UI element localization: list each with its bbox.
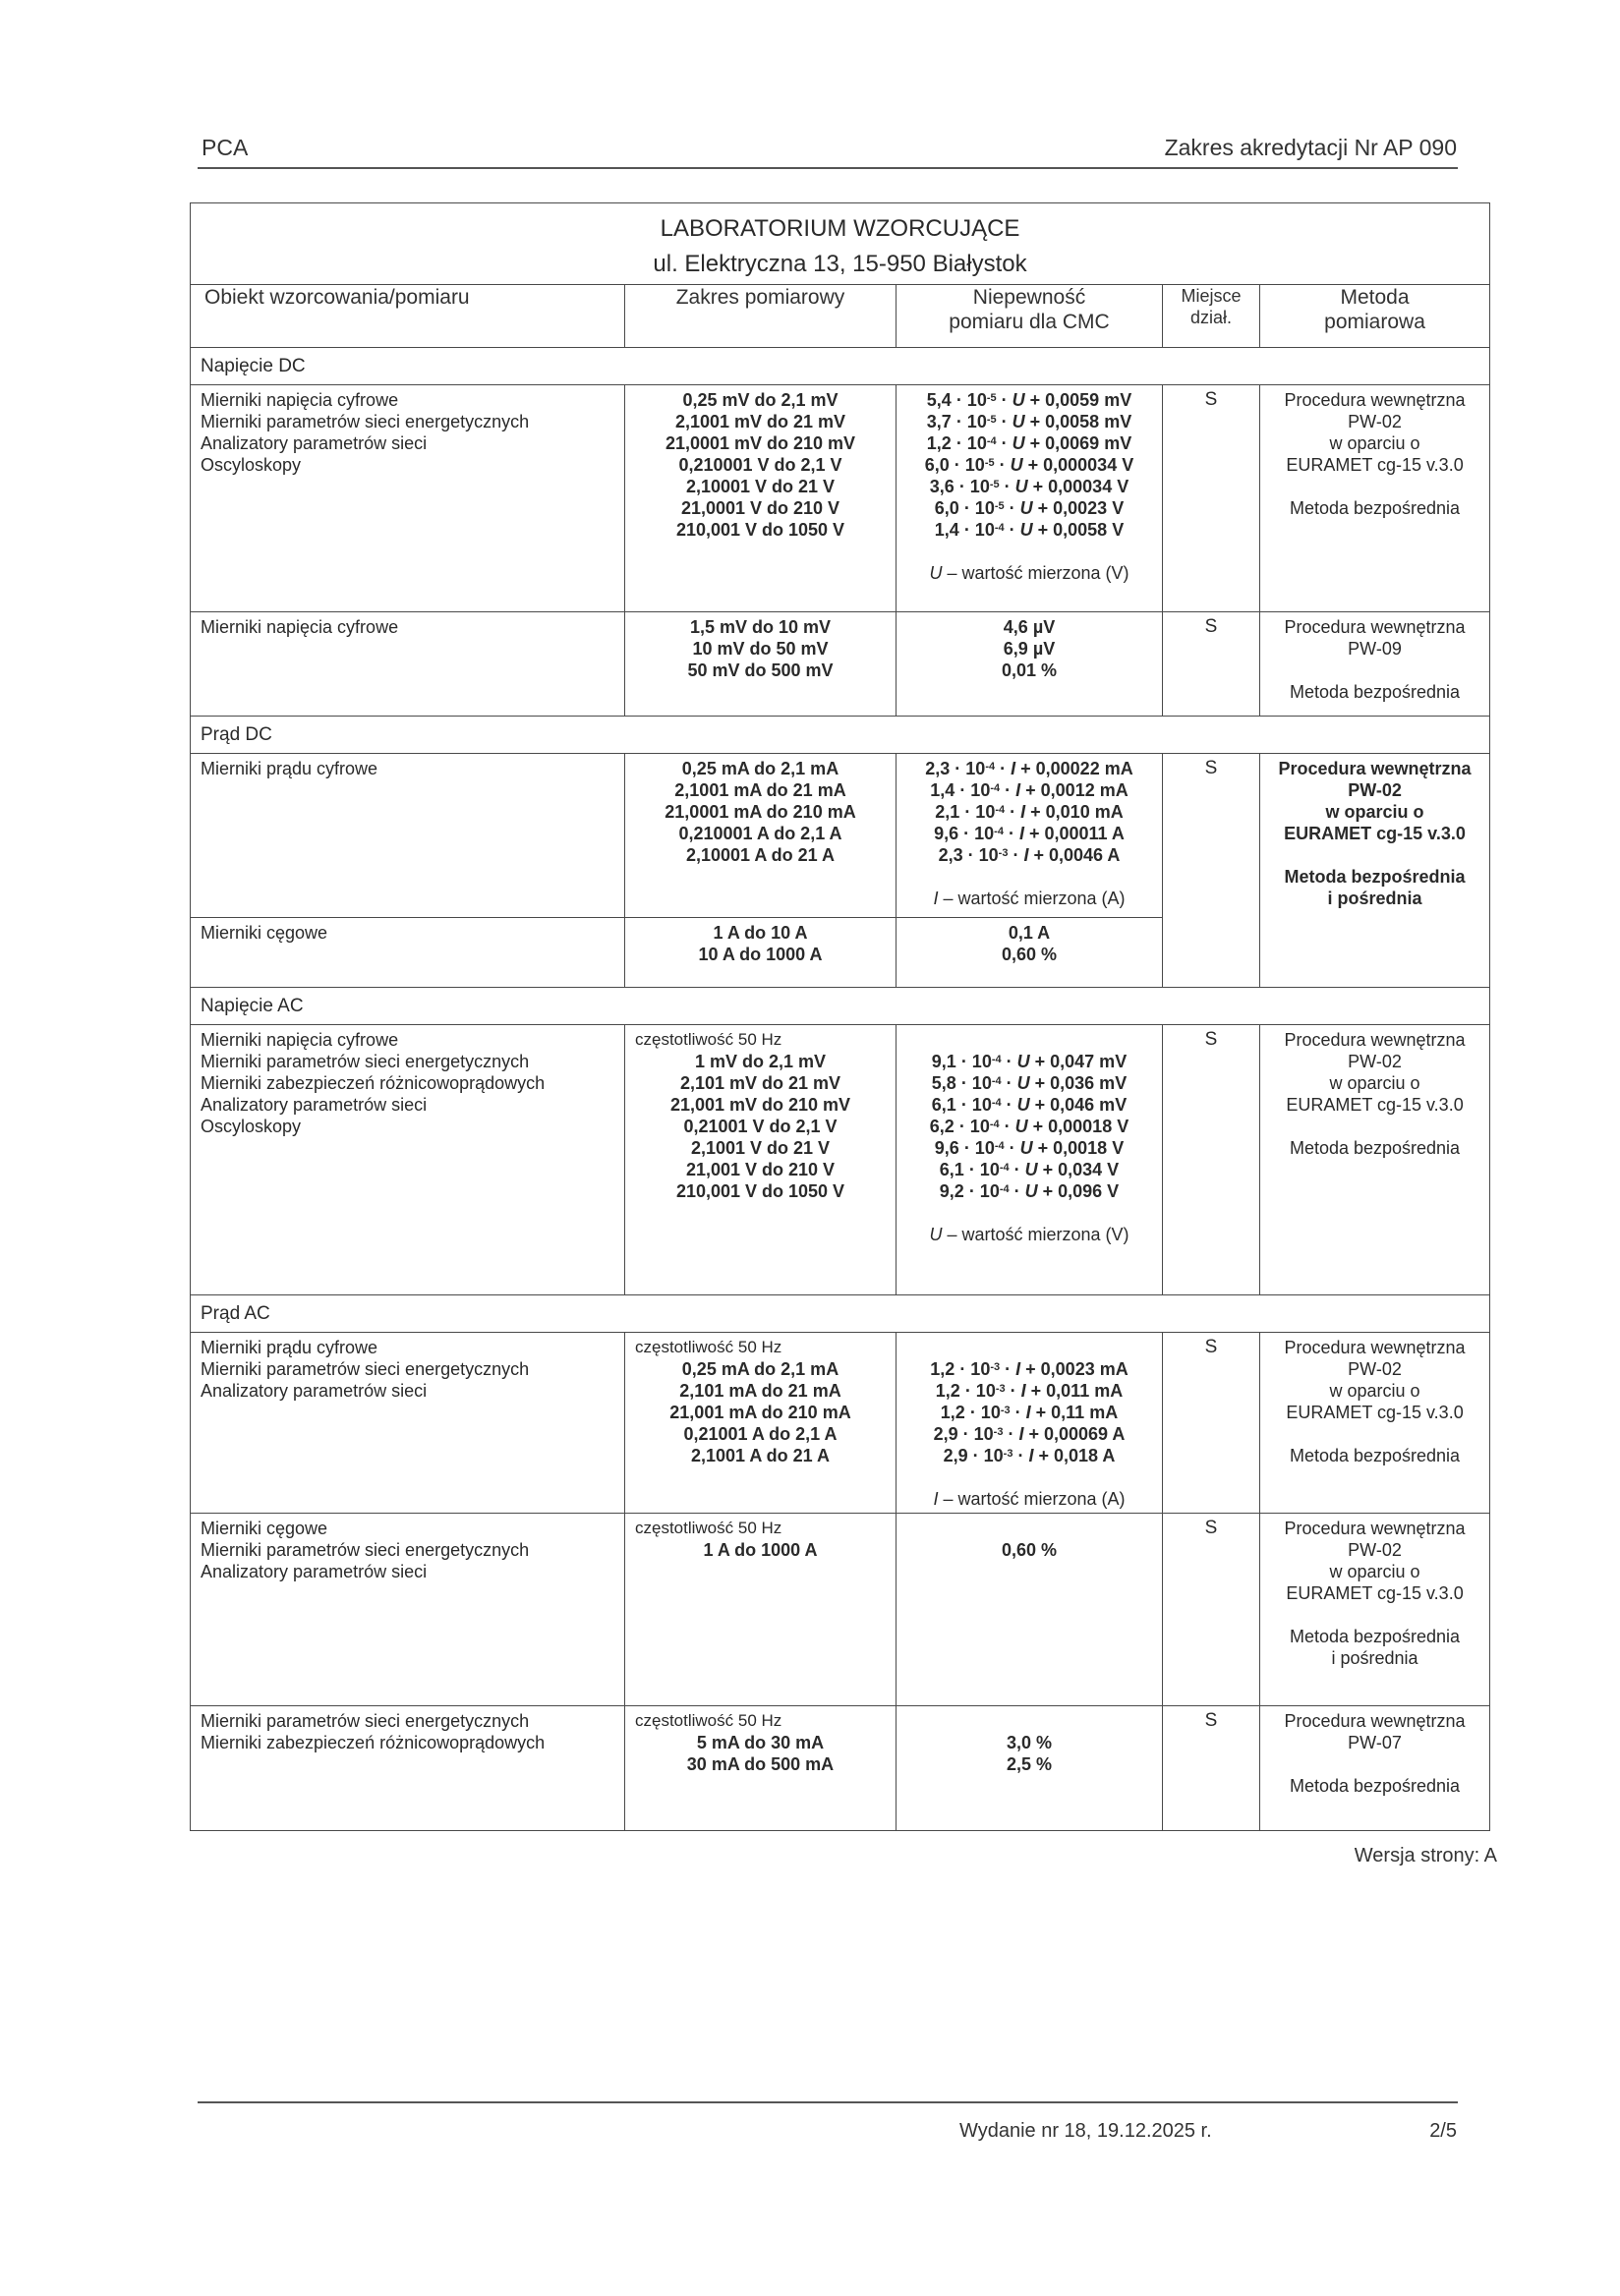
- frequency-label: częstotliwość 50 Hz: [635, 1711, 782, 1730]
- range-cell: [625, 1706, 897, 1831]
- uncertainty-formula: $9,6 \cdot 10^{-4} \cdot I + 0,00011$ A: [934, 824, 1125, 843]
- table-row: [191, 754, 1490, 918]
- uncertainty-formula: $1,2 \cdot 10^{-4} \cdot U + 0,0069$ mV: [926, 433, 1132, 453]
- lab-title-cell: [191, 203, 1490, 285]
- cell-line: 5 mA do 30 mA: [696, 1733, 825, 1752]
- header-rule: [198, 167, 1458, 169]
- range-cell: [625, 754, 897, 918]
- uncertainty-formula: $5,4 \cdot 10^{-5} \cdot U + 0,0059$ mV: [926, 390, 1132, 410]
- object-cell: [191, 1025, 625, 1295]
- uncertainty-formula: $6,1 \cdot 10^{-4} \cdot U + 0,034$ V: [939, 1160, 1120, 1179]
- object-cell: [191, 1333, 625, 1514]
- uncertainty-formula: $6,0 \cdot 10^{-5} \cdot U + 0,000034$ V: [924, 455, 1134, 475]
- range-cell: [625, 385, 897, 612]
- uncertainty-formula: $2,9 \cdot 10^{-3} \cdot I + 0,018$ A: [943, 1446, 1116, 1465]
- cell-line: Mierniki parametrów sieci energetycznych: [201, 1052, 530, 1071]
- method-cell: Procedura wewnętrzna PW-09 Metoda bezpośrednia: [1260, 612, 1490, 717]
- frequency-label: częstotliwość 50 Hz: [635, 1519, 782, 1537]
- cell-line: 0,25 mA do 2,1 mA: [681, 759, 839, 778]
- cell-line: Mierniki cęgowe: [201, 1519, 328, 1538]
- cell-line: 210,001 V do 1050 V: [675, 1181, 845, 1201]
- cell-line: Analizatory parametrów sieci: [201, 1095, 428, 1115]
- frequency-label: częstotliwość 50 Hz: [635, 1030, 782, 1049]
- section-ac-voltage: Napięcie AC: [191, 988, 1490, 1025]
- cell-line: Mierniki parametrów sieci energetycznych: [201, 1540, 530, 1560]
- cell-line: 210,001 V do 1050 V: [675, 520, 845, 540]
- uncertainty-formula: $3,6 \cdot 10^{-5} \cdot U + 0,00034$ V: [929, 477, 1129, 496]
- uncertainty-formula: $1,2 \cdot 10^{-3} \cdot I + 0,011$ mA: [935, 1381, 1124, 1401]
- object-cell: [191, 1706, 625, 1831]
- uncertainty-formula: $2,1 \cdot 10^{-4} \cdot I + 0,010$ mA: [935, 802, 1124, 822]
- place-cell: S: [1163, 1514, 1260, 1706]
- cell-line: 2,10001 A do 21 A: [685, 845, 836, 865]
- uncertainty-cell: [897, 754, 1163, 918]
- cell-line: 0,210001 A do 2,1 A: [678, 824, 842, 843]
- uncertainty-note: U – wartość mierzona (V): [929, 563, 1129, 583]
- cell-line: Mierniki zabezpieczeń różnicowoprądowych: [201, 1073, 546, 1093]
- cell-line: 1 A do 10 A: [713, 923, 808, 943]
- cell-line: 0,01 %: [1001, 660, 1058, 680]
- cell-line: 0,210001 V do 2,1 V: [678, 455, 842, 475]
- place-cell: S: [1163, 754, 1260, 988]
- lab-title-row: [191, 203, 1490, 285]
- object-cell: [191, 754, 625, 918]
- uncertainty-formula: $6,1 \cdot 10^{-4} \cdot U + 0,046$ mV: [931, 1095, 1128, 1115]
- uncertainty-formula: $1,2 \cdot 10^{-3} \cdot I + 0,0023$ mA: [930, 1359, 1128, 1379]
- range-cell: [625, 1025, 897, 1295]
- section-dc-voltage: Napięcie DC: [191, 348, 1490, 385]
- cell-line: 6,9 µV: [1003, 639, 1056, 659]
- frequency-label: częstotliwość 50 Hz: [635, 1338, 782, 1356]
- cell-line: Mierniki napięcia cyfrowe: [201, 390, 399, 410]
- uncertainty-cell: [897, 1025, 1163, 1295]
- cell-line: 0,1 A: [1008, 923, 1051, 943]
- uncertainty-cell: [897, 1706, 1163, 1831]
- table-row: [191, 1333, 1490, 1514]
- col-header-method-line1: Metoda: [1340, 286, 1410, 309]
- header-accreditation-number: Zakres akredytacji Nr AP 090: [1164, 135, 1457, 160]
- uncertainty-cell: [897, 1333, 1163, 1514]
- cell-line: Mierniki parametrów sieci energetycznych: [201, 1359, 530, 1379]
- cell-line: 2,101 mA do 21 mA: [679, 1381, 841, 1401]
- col-header-uncertainty: [897, 285, 1163, 348]
- cell-line: 2,1001 mA do 21 mA: [674, 780, 846, 800]
- cell-line: Mierniki prądu cyfrowe: [201, 1338, 378, 1357]
- cell-line: Mierniki prądu cyfrowe: [201, 759, 378, 778]
- cell-line: 0,25 mA do 2,1 mA: [681, 1359, 839, 1379]
- col-header-object: Obiekt wzorcowania/pomiaru: [191, 285, 625, 348]
- cell-line: Mierniki napięcia cyfrowe: [201, 1030, 399, 1050]
- col-header-uncertainty-line1: Niepewność: [972, 286, 1086, 309]
- cell-line: 2,101 mV do 21 mV: [679, 1073, 841, 1093]
- object-cell: [191, 612, 625, 717]
- uncertainty-formula: $2,3 \cdot 10^{-3} \cdot I + 0,0046$ A: [938, 845, 1121, 865]
- range-cell: [625, 1333, 897, 1514]
- uncertainty-formula: $3,7 \cdot 10^{-5} \cdot U + 0,0058$ mV: [926, 412, 1132, 431]
- uncertainty-cell: [897, 1514, 1163, 1706]
- object-cell: [191, 385, 625, 612]
- cell-line: 30 mA do 500 mA: [686, 1754, 835, 1774]
- cell-line: 4,6 µV: [1003, 617, 1056, 637]
- cell-line: 21,0001 mA do 210 mA: [665, 802, 856, 822]
- cell-line: 1,5 mV do 10 mV: [689, 617, 832, 637]
- method-cell: Procedura wewnętrzna PW-02 w oparciu o EURAMET cg-15 v.3.0 Metoda bezpośrednia: [1260, 1025, 1490, 1295]
- cell-line: 0,25 mV do 2,1 mV: [682, 390, 839, 410]
- method-cell: Procedura wewnętrzna PW-02 w oparciu o EURAMET cg-15 v.3.0 Metoda bezpośrednia i pośrednia: [1260, 754, 1490, 988]
- cell-line: Mierniki parametrów sieci energetycznych: [201, 1711, 530, 1731]
- object-cell: [191, 918, 625, 988]
- cell-line: 50 mV do 500 mV: [687, 660, 834, 680]
- uncertainty-formula: $6,0 \cdot 10^{-5} \cdot U + 0,0023$ V: [934, 498, 1125, 518]
- cell-line: 0,60 %: [1001, 945, 1058, 964]
- cell-line: 21,0001 V do 210 V: [680, 498, 840, 518]
- table-row: [191, 1706, 1490, 1831]
- uncertainty-cell: [897, 385, 1163, 612]
- cell-line: Mierniki napięcia cyfrowe: [201, 617, 399, 637]
- cell-line: Mierniki cęgowe: [201, 923, 328, 943]
- uncertainty-formula: $2,9 \cdot 10^{-3} \cdot I + 0,00069$ A: [933, 1424, 1126, 1444]
- header-org: PCA: [202, 135, 249, 160]
- cell-line: Oscyloskopy: [201, 455, 302, 475]
- cell-line: 0,60 %: [1001, 1540, 1058, 1560]
- cell-line: 10 A do 1000 A: [698, 945, 823, 964]
- cell-line: 2,1001 A do 21 A: [690, 1446, 831, 1465]
- cell-line: Mierniki zabezpieczeń różnicowoprądowych: [201, 1733, 546, 1752]
- cell-line: 0,21001 A do 2,1 A: [683, 1424, 838, 1444]
- col-header-method-line2: pomiarowa: [1324, 311, 1425, 333]
- cell-line: Analizatory parametrów sieci: [201, 1381, 428, 1401]
- col-header-place-line2: dział.: [1189, 308, 1233, 327]
- column-header-row: [191, 285, 1490, 348]
- uncertainty-formula: $5,8 \cdot 10^{-4} \cdot U + 0,036$ mV: [931, 1073, 1128, 1093]
- section-dc-current: Prąd DC: [191, 717, 1490, 754]
- object-cell: [191, 1514, 625, 1706]
- table-row: [191, 385, 1490, 612]
- place-cell: S: [1163, 385, 1260, 612]
- place-cell: S: [1163, 1333, 1260, 1514]
- footer-page-number: 2/5: [1429, 2120, 1457, 2142]
- cell-line: 2,10001 V do 21 V: [685, 477, 836, 496]
- lab-name: LABORATORIUM WZORCUJĄCE: [660, 215, 1020, 242]
- table-row: [191, 612, 1490, 717]
- method-cell: Procedura wewnętrzna PW-02 w oparciu o EURAMET cg-15 v.3.0 Metoda bezpośrednia: [1260, 1333, 1490, 1514]
- method-cell: Procedura wewnętrzna PW-02 w oparciu o EURAMET cg-15 v.3.0 Metoda bezpośrednia i pośrednia: [1260, 1514, 1490, 1706]
- cell-line: 2,1001 mV do 21 mV: [674, 412, 846, 431]
- page-version: Wersja strony: A: [1354, 1845, 1497, 1866]
- range-cell: [625, 1514, 897, 1706]
- col-header-range: Zakres pomiarowy: [625, 285, 897, 348]
- footer-issue: Wydanie nr 18, 19.12.2025 r.: [959, 2120, 1212, 2142]
- uncertainty-formula: $1,4 \cdot 10^{-4} \cdot U + 0,0058$ V: [934, 520, 1125, 540]
- uncertainty-cell: [897, 612, 1163, 717]
- uncertainty-formula: $1,4 \cdot 10^{-4} \cdot I + 0,0012$ mA: [930, 780, 1128, 800]
- cell-line: 2,5 %: [1006, 1754, 1053, 1774]
- place-cell: S: [1163, 1025, 1260, 1295]
- cell-line: 21,001 V do 210 V: [685, 1160, 836, 1179]
- cell-line: 2,1001 V do 21 V: [690, 1138, 831, 1158]
- col-header-place: [1163, 285, 1260, 348]
- uncertainty-formula: $9,1 \cdot 10^{-4} \cdot U + 0,047$ mV: [931, 1052, 1128, 1071]
- accreditation-scope-table: [190, 202, 1490, 1831]
- cell-line: 21,001 mV do 210 mV: [669, 1095, 851, 1115]
- cell-line: Analizatory parametrów sieci: [201, 433, 428, 453]
- uncertainty-note: I – wartość mierzona (A): [933, 1489, 1126, 1509]
- cell-line: 1 mV do 2,1 mV: [694, 1052, 827, 1071]
- method-cell: Procedura wewnętrzna PW-07 Metoda bezpośrednia: [1260, 1706, 1490, 1831]
- table-row: [191, 1514, 1490, 1706]
- footer-rule: [198, 2101, 1458, 2103]
- uncertainty-cell: [897, 918, 1163, 988]
- cell-line: 0,21001 V do 2,1 V: [683, 1117, 838, 1136]
- uncertainty-note: U – wartość mierzona (V): [929, 1225, 1129, 1244]
- lab-address: ul. Elektryczna 13, 15-950 Białystok: [653, 251, 1027, 277]
- cell-line: 1 A do 1000 A: [703, 1540, 818, 1560]
- uncertainty-formula: $2,3 \cdot 10^{-4} \cdot I + 0,00022$ mA: [925, 759, 1133, 778]
- uncertainty-formula: $1,2 \cdot 10^{-3} \cdot I + 0,11$ mA: [940, 1403, 1119, 1422]
- cell-line: 10 mV do 50 mV: [692, 639, 829, 659]
- col-header-method: [1260, 285, 1490, 348]
- uncertainty-formula: $9,2 \cdot 10^{-4} \cdot U + 0,096$ V: [939, 1181, 1120, 1201]
- uncertainty-formula: $6,2 \cdot 10^{-4} \cdot U + 0,00018$ V: [929, 1117, 1129, 1136]
- cell-line: Mierniki parametrów sieci energetycznych: [201, 412, 530, 431]
- cell-line: 21,001 mA do 210 mA: [669, 1403, 851, 1422]
- place-cell: S: [1163, 1706, 1260, 1831]
- section-ac-current: Prąd AC: [191, 1295, 1490, 1333]
- uncertainty-formula: $9,6 \cdot 10^{-4} \cdot U + 0,0018$ V: [934, 1138, 1125, 1158]
- table-row: [191, 1025, 1490, 1295]
- col-header-uncertainty-line2: pomiaru dla CMC: [949, 311, 1110, 333]
- uncertainty-note: I – wartość mierzona (A): [933, 889, 1126, 908]
- cell-line: 3,0 %: [1006, 1733, 1053, 1752]
- cell-line: 21,0001 mV do 210 mV: [665, 433, 856, 453]
- place-cell: S: [1163, 612, 1260, 717]
- range-cell: [625, 918, 897, 988]
- range-cell: [625, 612, 897, 717]
- col-header-place-line1: Miejsce: [1181, 286, 1242, 306]
- cell-line: Oscyloskopy: [201, 1117, 302, 1136]
- cell-line: Analizatory parametrów sieci: [201, 1562, 428, 1581]
- method-cell: Procedura wewnętrzna PW-02 w oparciu o EURAMET cg-15 v.3.0 Metoda bezpośrednia: [1260, 385, 1490, 612]
